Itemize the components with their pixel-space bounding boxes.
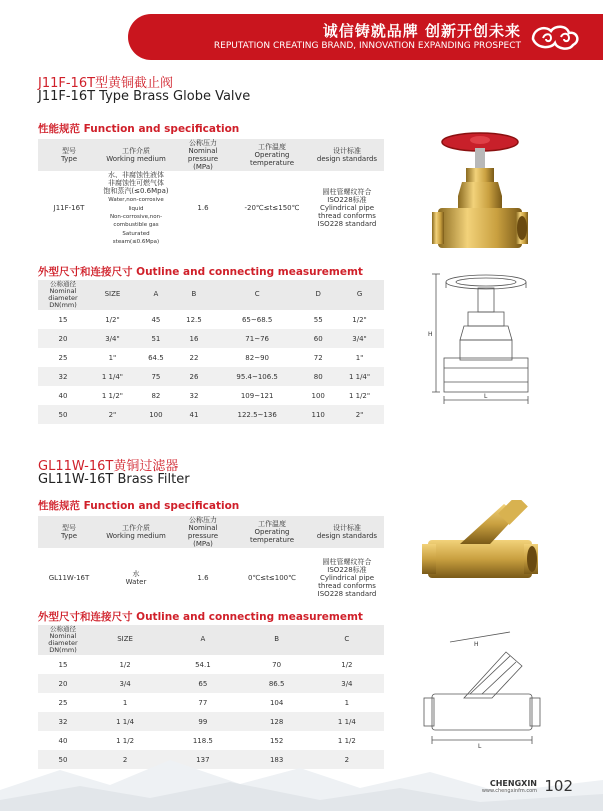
table-cell: 65~68.5	[241, 315, 273, 324]
table-cell: 55	[313, 315, 323, 324]
table-cell: 1 1/2"	[348, 391, 371, 400]
table-cell: 72	[313, 353, 323, 362]
table-cell: 110	[301, 405, 335, 424]
table-cell: 12.5	[186, 315, 202, 324]
spec-pressure: 1.6	[197, 204, 209, 213]
product1-title-en: J11F-16T Type Brass Globe Valve	[38, 89, 251, 104]
table-cell: 80	[301, 367, 335, 386]
table-cell: 40	[58, 391, 68, 400]
dim-header: G	[335, 280, 384, 310]
spec-type: GL11W-16T	[48, 574, 90, 583]
table-cell: 82~90	[245, 353, 269, 362]
spec-header-standard: 设计标准 design standards	[310, 139, 384, 171]
table-cell: 1	[344, 698, 350, 707]
table-cell: 45	[151, 315, 161, 324]
y-filter-drawing	[410, 622, 550, 754]
spec-medium: 水 Water	[125, 570, 147, 587]
spec-header-medium: 工作介质 Working medium	[100, 139, 172, 171]
dim-header-dn: 公称通径 Nominal diameter DN(mm)	[38, 625, 88, 655]
table-row	[38, 367, 384, 386]
spec-pressure: 1.6	[197, 574, 209, 583]
table-cell: 41	[175, 405, 213, 424]
drawing-l-label: L	[484, 393, 488, 400]
table-cell: 1"	[108, 353, 117, 362]
drawing-h-label: H	[428, 331, 433, 338]
table-cell: 22	[189, 353, 199, 362]
table-cell: 3/4"	[335, 329, 384, 348]
table-cell: 64.5	[148, 353, 164, 362]
table-cell: 32	[38, 712, 88, 731]
table-cell: 32	[38, 367, 88, 386]
table-cell: 15	[58, 660, 68, 669]
table-cell: 152	[269, 736, 284, 745]
product1-spec-table	[38, 139, 384, 245]
product1-spec-heading: 性能规范 Function and specification	[38, 123, 240, 135]
table-cell: 51	[137, 329, 175, 348]
table-cell: 3/4	[88, 674, 162, 693]
spec-header-pressure: 公称压力 Nominal pressure (MPa)	[172, 139, 234, 171]
spec-type: J11F-16T	[53, 204, 85, 213]
dim-header: B	[244, 625, 310, 655]
table-cell: 20	[38, 329, 88, 348]
table-cell: 1 1/2	[337, 736, 356, 745]
slogan-en: REPUTATION CREATING BRAND, INNOVATION EXPANDING PROSPECT	[213, 41, 521, 51]
table-cell: 1"	[355, 353, 364, 362]
product2-spec-heading: 性能规范 Function and specification	[38, 500, 240, 512]
table-cell: 1 1/4	[88, 712, 162, 731]
table-cell: 1/2"	[105, 315, 120, 324]
table-cell: 122.5~136	[213, 405, 301, 424]
table-cell: 1 1/4	[310, 712, 384, 731]
spec-header-temperature: 工作温度 Operating temperature	[234, 516, 310, 548]
spec-header-type: 型号 Type	[38, 516, 100, 548]
table-cell: 77	[198, 698, 208, 707]
table-cell: 99	[162, 712, 243, 731]
product1-title-cn: J11F-16T型黄铜截止阀	[38, 76, 174, 91]
dim-header: SIZE	[88, 625, 162, 655]
table-cell: 95.4~106.5	[213, 367, 301, 386]
dim-header: C	[310, 625, 384, 655]
slogan-cn: 诚信铸就品牌 创新开创未来	[322, 22, 521, 40]
table-row	[38, 674, 384, 693]
table-cell: 86.5	[244, 674, 310, 693]
mountain-decoration	[0, 740, 603, 811]
table-row	[38, 693, 384, 712]
spec-header-temperature: 工作温度 Operating temperature	[234, 139, 310, 171]
dim-header: D	[301, 280, 335, 310]
footer-brand: CHENGXIN	[489, 779, 537, 788]
table-cell: 1/2"	[352, 315, 367, 324]
table-cell: 40	[58, 736, 68, 745]
table-cell: 104	[269, 698, 284, 707]
dim-header: SIZE	[88, 280, 137, 310]
table-cell: 2	[310, 750, 384, 769]
table-cell: 2"	[335, 405, 384, 424]
table-cell: 26	[175, 367, 213, 386]
table-cell: 82	[151, 391, 161, 400]
table-cell: 1/2	[119, 660, 131, 669]
table-cell: 2"	[88, 405, 137, 424]
table-cell: 60	[301, 329, 335, 348]
spec-header-pressure: 公称压力 Nominal pressure (MPa)	[172, 516, 234, 548]
footer-site: www.chengxinfm.com	[481, 788, 537, 794]
spec-standard: 圆柱管螺纹符合 ISO228标准 Cylindrical pipe thread conforms ISO228 standard	[317, 558, 377, 599]
table-cell: 1/2	[341, 660, 353, 669]
table-row	[38, 329, 384, 348]
table-cell: 16	[175, 329, 213, 348]
table-cell: 65	[162, 674, 243, 693]
table-cell: 32	[189, 391, 199, 400]
table-cell: 25	[58, 698, 68, 707]
table-row	[38, 712, 384, 731]
table-cell: 3/4"	[88, 329, 137, 348]
table-cell: 100	[311, 391, 325, 400]
table-cell: 25	[58, 353, 68, 362]
table-cell: 100	[137, 405, 175, 424]
product1-dim-table	[38, 280, 384, 424]
table-cell: 75	[137, 367, 175, 386]
table-cell: 20	[38, 674, 88, 693]
table-cell: 1 1/4"	[335, 367, 384, 386]
dim-header: B	[175, 280, 213, 310]
product2-dim-heading: 外型尺寸和连接尺寸 Outline and connecting measurememt	[38, 611, 363, 623]
table-cell: 128	[244, 712, 310, 731]
table-cell: 70	[272, 660, 282, 669]
globe-valve-photo	[418, 128, 538, 258]
table-cell: 1 1/2"	[101, 391, 124, 400]
dim-header: C	[213, 280, 301, 310]
dim-header: A	[162, 625, 243, 655]
product2-title-cn: GL11W-16T黄铜过滤器	[38, 459, 179, 474]
dim-header: A	[137, 280, 175, 310]
y-filter-photo	[420, 500, 540, 600]
spec-header-type: 型号 Type	[38, 139, 100, 171]
spec-medium: 水、非腐蚀性液体 非腐蚀性可燃气体 饱和蒸汽(≤0.6Mpa) Water,non-corrosive liquid Non-corrosive,non-combustible gas Saturated steam(≤0.6Mpa)	[103, 171, 169, 245]
table-row	[38, 386, 384, 405]
drawing-h-label: H	[474, 641, 479, 648]
product1-dim-heading: 外型尺寸和连接尺寸 Outline and connecting measurememt	[38, 266, 363, 278]
table-cell: 54.1	[195, 660, 211, 669]
table-cell: 109~121	[240, 391, 274, 400]
table-cell: 3/4	[310, 674, 384, 693]
spec-temperature: 0℃≤t≤100℃	[247, 574, 296, 583]
table-cell: 50	[38, 750, 88, 769]
table-cell: 1 1/2	[116, 736, 135, 745]
table-cell: 50	[38, 405, 88, 424]
table-cell: 137	[162, 750, 243, 769]
globe-valve-drawing	[408, 268, 548, 408]
product2-spec-table	[38, 516, 384, 608]
product2-title-en: GL11W-16T Brass Filter	[38, 472, 190, 487]
page-number: 102	[544, 777, 573, 795]
spec-temperature: -20℃≤t≤150℃	[244, 204, 300, 213]
spec-header-medium: 工作介质 Working medium	[100, 516, 172, 548]
table-cell: 1 1/4"	[88, 367, 137, 386]
table-row	[38, 405, 384, 424]
table-cell: 183	[244, 750, 310, 769]
table-cell: 1	[122, 698, 128, 707]
header-banner	[128, 14, 603, 60]
table-cell: 2	[88, 750, 162, 769]
spec-standard: 圆柱管螺纹符合 ISO228标准 Cylindrical pipe thread conforms ISO228 standard	[317, 188, 377, 229]
table-row	[38, 310, 384, 329]
table-row	[38, 348, 384, 367]
table-row	[38, 655, 384, 674]
table-cell: 15	[58, 315, 68, 324]
spec-header-standard: 设计标准 design standards	[310, 516, 384, 548]
table-cell: 71~76	[213, 329, 301, 348]
table-cell: 118.5	[192, 736, 213, 745]
dim-header-dn: 公称通径 Nominal diameter DN(mm)	[38, 280, 88, 310]
drawing-l-label: L	[478, 743, 482, 750]
cloud-logo-icon	[529, 21, 581, 53]
